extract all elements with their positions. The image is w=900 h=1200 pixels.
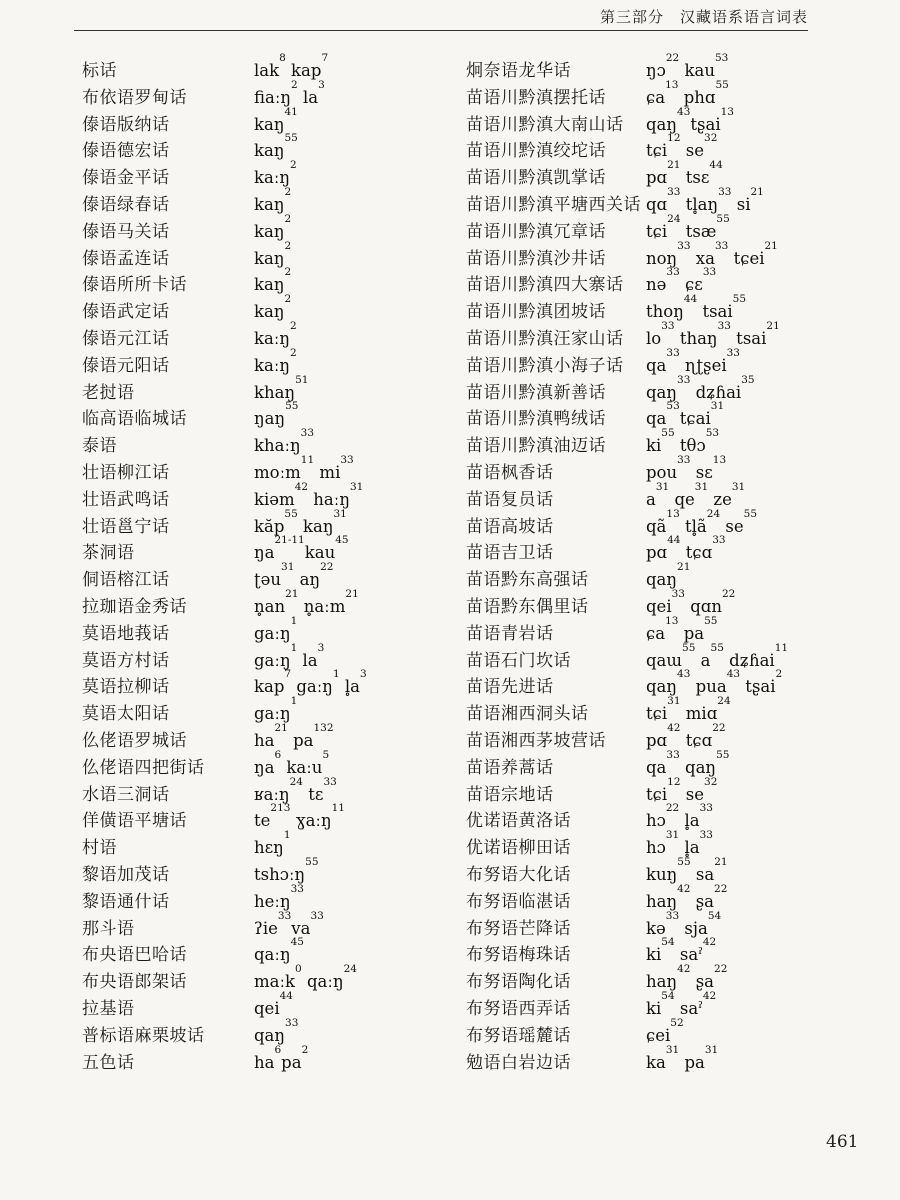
entry-language-name: 普标语麻栗坡话: [82, 1025, 205, 1046]
entry-ipa-transcription: $ki^{54}$ saˀ$^{42}$: [646, 990, 717, 1018]
entry-language-name: 布努语西弄话: [466, 999, 571, 1019]
entry-ipa-transcription: $qa^{33}$ qaŋ$^{55}$: [646, 748, 730, 777]
entry-ipa-transcription: $ŋa^6$ kaːu$^5$: [254, 748, 330, 777]
entry-language-name: 佯僙语平塘话: [82, 811, 187, 832]
entry-language-name: 苗语青岩话: [466, 623, 554, 644]
entry-language-name: 优诺语柳田话: [466, 838, 571, 859]
entry-language-name: 傣语武定话: [82, 302, 170, 323]
entry-language-name: 苗语川黔滇绞坨话: [466, 141, 606, 162]
entry-ipa-transcription: gaːŋ$^1$: [254, 695, 298, 724]
entry-language-name: 苗语川黔滇团坡话: [466, 302, 606, 323]
entry-ipa-transcription: haŋ$^{42}$ ʂa$^{22}$: [646, 882, 728, 911]
entry-language-name: 苗语川黔滇平塘西关话: [466, 195, 641, 215]
entry-ipa-transcription: thoŋ$^{44}$ tsai$^{55}$: [646, 293, 747, 322]
entry-language-name: 苗语宗地话: [466, 784, 554, 805]
entry-language-name: 茶洞语: [82, 543, 135, 564]
entry-ipa-transcription: qei$^{44}$: [254, 990, 293, 1018]
entry-language-name: 那斗语: [82, 918, 135, 939]
entry-language-name: 苗语川黔滇沙井话: [466, 248, 606, 269]
entry-ipa-transcription: $te^{213}$ ɣaːŋ$^{11}$: [254, 802, 345, 831]
entry-language-name: 苗语川黔滇四大寨话: [466, 275, 624, 296]
entry-language-name: 苗语川黔滇新善话: [466, 382, 606, 403]
entry-ipa-transcription: $n̥an^{21}$ n̥aːm$^{21}$: [254, 588, 359, 616]
entry-language-name: 傣语金平话: [82, 168, 170, 189]
entry-language-name: 苗语川黔滇油迈话: [466, 436, 606, 457]
entry-ipa-transcription: pɑ$^{21}$ tsɛ$^{44}$: [646, 159, 723, 188]
entry-language-name: 布努语芒降话: [466, 918, 571, 939]
entry-language-name: 苗语黔东偶里话: [466, 597, 589, 617]
entry-ipa-transcription: khaːŋ$^{33}$: [254, 427, 315, 456]
entry-ipa-transcription: qei$^{33}$ qɑn$^{22}$: [646, 588, 736, 616]
page-number: 461: [826, 1132, 859, 1152]
entry-ipa-transcription: moːm$^{11}$ $mi^{33}$: [254, 454, 354, 482]
entry-language-name: 布努语瑶麓话: [466, 1025, 571, 1046]
entry-language-name: 壮语柳江话: [82, 463, 170, 483]
entry-language-name: 壮语武鸣话: [82, 489, 170, 510]
entry-ipa-transcription: $qa^{53}tɕai^{31}$: [646, 400, 725, 429]
entry-language-name: 傣语版纳话: [82, 114, 170, 135]
entry-language-name: 布努语大化话: [466, 865, 571, 885]
entry-language-name: 黎语加茂话: [82, 865, 170, 885]
entry-ipa-transcription: noŋ$^{33}$ $xa^{33}$ tɕei$^{21}$: [646, 239, 778, 268]
entry-language-name: 苗语湘西洞头话: [466, 704, 589, 725]
entry-ipa-transcription: kə$^{33}$ sja$^{54}$: [646, 909, 722, 938]
entry-ipa-transcription: hɔ$^{31}$ $l̥a^{33}$: [646, 829, 713, 858]
entry-ipa-transcription: qaŋ$^{33}$ dʑɦai$^{35}$: [646, 373, 755, 402]
entry-language-name: 傣语孟连话: [82, 248, 170, 269]
entry-ipa-transcription: kap$^7$ gaːŋ$^1$ $l̥a^3$: [254, 668, 367, 697]
entry-language-name: 苗语黔东高强话: [466, 570, 589, 591]
entry-language-name: 莫语方村话: [82, 650, 170, 671]
entry-ipa-transcription: $lo^{33}$ thaŋ$^{33}$ tsai$^{21}$: [646, 320, 780, 348]
entry-language-name: 拉珈语金秀话: [82, 597, 187, 617]
entry-language-name: 苗语高坡话: [466, 516, 554, 537]
entry-ipa-transcription: gaːŋ$^1$: [254, 614, 298, 643]
entry-language-name: 水语三洞话: [82, 784, 170, 805]
entry-ipa-transcription: qaŋ$^{33}$: [254, 1016, 299, 1045]
entry-language-name: 苗语川黔滇摆托话: [466, 87, 606, 108]
entry-ipa-transcription: kaːŋ$^2$: [254, 320, 297, 348]
entry-ipa-transcription: tɕi$^{12}$ $se^{32}$: [646, 132, 718, 161]
entry-ipa-transcription: qaŋ$^{43}$ pua$^{43}$ tʂai$^2$: [646, 668, 783, 697]
entry-ipa-transcription: ɕa$^{13}$ $pa^{55}$: [646, 614, 718, 643]
entry-language-name: 傣语所所卡话: [82, 275, 187, 296]
entry-language-name: 苗语枫香话: [466, 463, 554, 483]
entry-ipa-transcription: kaŋ$^2$: [254, 266, 292, 295]
entry-language-name: 苗语吉卫话: [466, 543, 554, 564]
entry-ipa-transcription: tɕi$^{12}$ $se^{32}$: [646, 775, 718, 804]
entry-ipa-transcription: gaːŋ$^1$ $la^3$: [254, 641, 325, 670]
entry-language-name: 苗语复员话: [466, 489, 554, 510]
entry-ipa-transcription: heːŋ$^{33}$: [254, 882, 304, 911]
entry-language-name: 傣语绿春话: [82, 195, 170, 215]
entry-language-name: 仫佬语罗城话: [82, 731, 187, 751]
entry-language-name: 优诺语黄洛话: [466, 811, 571, 832]
entry-language-name: 布努语梅珠话: [466, 945, 571, 966]
entry-language-name: 苗语石门坎话: [466, 650, 571, 671]
entry-ipa-transcription: ŋɔ$^{22}$ kau$^{53}$: [646, 52, 729, 80]
entry-ipa-transcription: ɕei$^{52}$: [646, 1016, 684, 1045]
entry-language-name: 苗语川黔滇鸭绒话: [466, 409, 606, 430]
entry-ipa-transcription: $ki^{55}$ tθɔ$^{53}$: [646, 427, 720, 456]
entry-language-name: 侗语榕江话: [82, 570, 170, 591]
entry-language-name: 布努语陶化话: [466, 972, 571, 993]
entry-language-name: 勉语白岩边话: [466, 1052, 571, 1073]
entry-language-name: 苗语养蒿话: [466, 757, 554, 778]
entry-ipa-transcription: qɑ$^{33}$ $tl̥aŋ^{33}$ $si^{21}$: [646, 186, 764, 214]
entry-ipa-transcription: tshɔːŋ$^{55}$: [254, 856, 319, 884]
entry-ipa-transcription: pou$^{33}$ sɛ$^{13}$: [646, 454, 727, 482]
entry-ipa-transcription: pɑ$^{42}$ tɕɑ$^{22}$: [646, 722, 726, 750]
entry-ipa-transcription: $qã^{13}$ $tl̥ã^{24}$ $se^{55}$: [646, 507, 758, 536]
entry-ipa-transcription: $a^{31}$ $qe^{31}$ $ze^{31}$: [646, 480, 746, 509]
entry-ipa-transcription: ɕa$^{13}$ phɑ$^{55}$: [646, 78, 729, 107]
entry-language-name: 炯奈语龙华话: [466, 61, 571, 81]
entry-language-name: 苗语川黔滇汪家山话: [466, 329, 624, 349]
entry-language-name: 布依语罗甸话: [82, 87, 187, 108]
entry-language-name: 傣语马关话: [82, 221, 170, 242]
entry-ipa-transcription: $qa^{33}$ ɳʈʂei$^{33}$: [646, 346, 740, 375]
entry-language-name: 拉基语: [82, 999, 135, 1019]
entry-ipa-transcription: tɕi$^{31}$ miɑ$^{24}$: [646, 695, 731, 724]
entry-ipa-transcription: kuŋ$^{55}$ $sa^{21}$: [646, 856, 728, 884]
entry-language-name: 傣语元阳话: [82, 355, 170, 376]
entry-ipa-transcription: qaɯ$^{55}$ $a^{55}$ dʑɦai$^{11}$: [646, 641, 789, 670]
entry-language-name: 老挝语: [82, 382, 135, 403]
entry-ipa-transcription: maːk$^0$ qaːŋ$^{24}$: [254, 963, 357, 992]
entry-ipa-transcription: kiəm$^{42}$ haːŋ$^{31}$: [254, 480, 364, 509]
entry-language-name: 苗语川黔滇冗章话: [466, 221, 606, 242]
entry-language-name: 苗语湘西茅坡营话: [466, 731, 606, 751]
entry-language-name: 泰语: [82, 436, 117, 457]
entry-language-name: 苗语川黔滇大南山话: [466, 114, 624, 135]
entry-ipa-transcription: kaŋ$^2$: [254, 212, 292, 241]
entry-ipa-transcription: tɕi$^{24}$ tsæ$^{55}$: [646, 212, 730, 241]
entry-ipa-transcription: kaːŋ$^2$: [254, 346, 297, 375]
entry-ipa-transcription: $ʔie^{33}va^{33}$: [254, 909, 324, 938]
entry-language-name: 布央语巴哈话: [82, 945, 187, 966]
entry-ipa-transcription: qaːŋ$^{45}$: [254, 936, 304, 965]
entry-ipa-transcription: kaːŋ$^2$: [254, 159, 297, 188]
entry-language-name: 黎语通什话: [82, 891, 170, 912]
entry-ipa-transcription: ŋaŋ$^{55}$: [254, 400, 299, 429]
entry-ipa-transcription: kaŋ$^{41}$: [254, 105, 298, 134]
entry-ipa-transcription: kaŋ$^2$: [254, 186, 292, 214]
entry-ipa-transcription: kaŋ$^2$: [254, 293, 292, 322]
entry-ipa-transcription: hɔ$^{22}$ $l̥a^{33}$: [646, 802, 713, 831]
entry-language-name: 莫语拉柳话: [82, 677, 170, 698]
entry-language-name: 苗语川黔滇凯掌话: [466, 168, 606, 189]
entry-ipa-transcription: ʁaːŋ$^{24}$ tɛ$^{33}$: [254, 775, 337, 804]
entry-language-name: 标话: [82, 61, 117, 81]
entry-ipa-transcription: qaŋ$^{21}$: [646, 561, 691, 590]
entry-ipa-transcription: $ŋa^{21-11}kau^{45}$: [254, 534, 349, 563]
entry-ipa-transcription: $ha^6pa^2$: [254, 1043, 309, 1072]
entry-language-name: 布努语临湛话: [466, 891, 571, 912]
entry-ipa-transcription: kaŋ$^{55}$: [254, 132, 298, 161]
entry-ipa-transcription: fiaːŋ$^2$ $la^3$: [254, 78, 325, 107]
header-rule: [74, 30, 808, 31]
entry-language-name: 壮语邕宁话: [82, 516, 170, 537]
entry-language-name: 临高语临城话: [82, 409, 187, 430]
entry-ipa-transcription: haŋ$^{42}$ ʂa$^{22}$: [646, 963, 728, 992]
entry-ipa-transcription: $ha^{21}$ $pa^{132}$: [254, 722, 334, 750]
entry-language-name: 傣语德宏话: [82, 141, 170, 162]
entry-ipa-transcription: $ka^{31}$ $pa^{31}$: [646, 1043, 719, 1072]
running-header: 第三部分 汉藏语系语言词表: [599, 8, 808, 26]
entry-language-name: 莫语太阳话: [82, 704, 170, 725]
entry-language-name: 仫佬语四把街话: [82, 757, 205, 778]
entry-ipa-transcription: kăp$^{55}$ kaŋ$^{31}$: [254, 507, 347, 536]
entry-ipa-transcription: khaŋ$^{51}$: [254, 373, 309, 402]
entry-ipa-transcription: nə$^{33}$ ɕɛ$^{33}$: [646, 266, 717, 295]
entry-ipa-transcription: pɑ$^{44}$ tɕɑ$^{33}$: [646, 534, 726, 563]
entry-language-name: 苗语先进话: [466, 677, 554, 698]
entry-language-name: 村语: [82, 838, 117, 859]
entry-ipa-transcription: $ki^{54}$ saˀ$^{42}$: [646, 936, 717, 965]
entry-ipa-transcription: kaŋ$^2$: [254, 239, 292, 268]
entry-language-name: 五色话: [82, 1052, 135, 1073]
entry-language-name: 莫语地莪话: [82, 623, 170, 644]
entry-language-name: 布央语郎架话: [82, 972, 187, 993]
entry-ipa-transcription: qaŋ$^{43}$tʂai$^{13}$: [646, 105, 734, 134]
entry-ipa-transcription: lak$^8$ kap$^7$: [254, 52, 329, 80]
entry-ipa-transcription: hɛŋ$^1$: [254, 829, 291, 858]
entry-ipa-transcription: ʈəu$^{31}$ $aŋ^{22}$: [254, 561, 334, 590]
entry-language-name: 傣语元江话: [82, 329, 170, 349]
entry-language-name: 苗语川黔滇小海子话: [466, 355, 624, 376]
